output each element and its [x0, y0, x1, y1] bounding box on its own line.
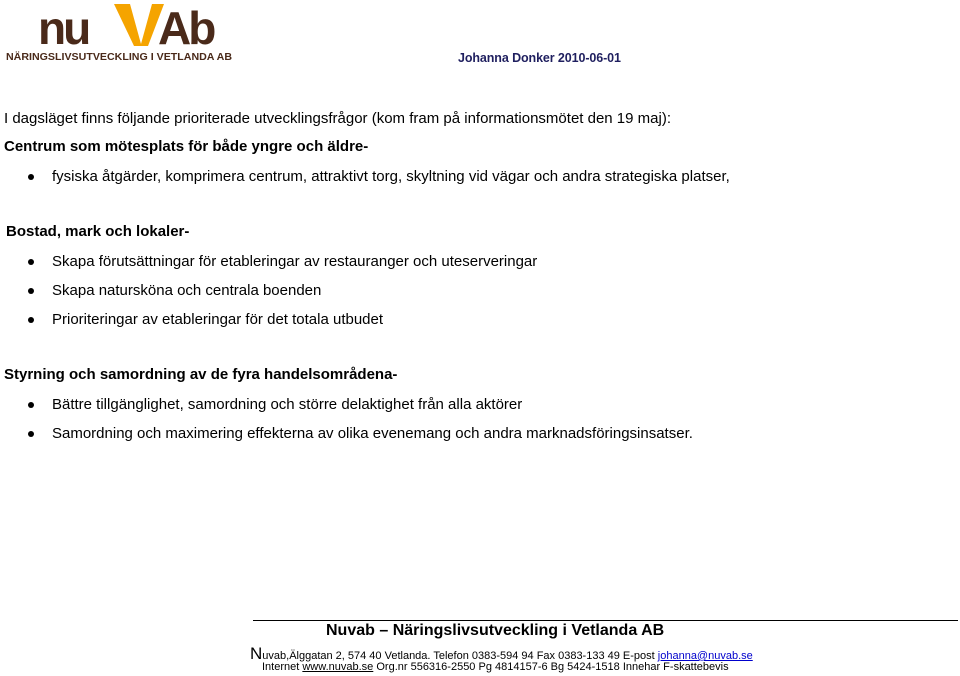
- list-item-text: Samordning och maximering effekterna av olika evenemang och andra marknadsföringsinsatser.: [52, 425, 693, 442]
- nuvab-logo-graphic: [6, 0, 234, 64]
- list-item: [26, 311, 537, 340]
- bullet-icon: [28, 431, 34, 437]
- list-item: [26, 282, 537, 311]
- footer-address-initial: N: [250, 644, 263, 663]
- list-item: [26, 425, 693, 454]
- bullet-icon: [28, 402, 34, 408]
- footer-title: Nuvab – Näringslivsutveckling i Vetlanda AB: [326, 622, 665, 639]
- list-item-text: Skapa förutsättningar för etableringar av restauranger och uteserveringar: [52, 253, 538, 270]
- footer-internet-label: Internet: [262, 661, 303, 673]
- logo-wordmark-left: nu: [38, 2, 89, 54]
- footer-divider: [253, 620, 958, 621]
- section-title-bostad: Bostad, mark och lokaler-: [6, 223, 190, 240]
- company-logo: [6, 0, 234, 64]
- bullet-icon: [28, 174, 34, 180]
- bullet-icon: [28, 288, 34, 294]
- footer-registration: [262, 661, 729, 673]
- logo-wordmark-right: Ab: [158, 2, 214, 54]
- email-link[interactable]: johanna@nuvab.se: [657, 650, 753, 662]
- list-item-text: Bättre tillgänglighet, samordning och större delaktighet från alla aktörer: [52, 396, 523, 413]
- logo-v-mark: [114, 4, 164, 46]
- bullet-list-bostad: [26, 253, 537, 340]
- bullet-list-styrning: [26, 396, 693, 454]
- website-link[interactable]: www.nuvab.se: [302, 661, 374, 673]
- footer-registration-text: Org.nr 556316-2550 Pg 4814157-6 Bg 5424-1518 Innehar F-skattebevis: [373, 661, 729, 673]
- list-item: [26, 168, 730, 197]
- list-item-text: Skapa natursköna och centrala boenden: [52, 282, 322, 299]
- section-title-centrum: Centrum som mötesplats för både yngre och äldre-: [4, 138, 369, 155]
- bullet-list-centrum: [26, 168, 730, 197]
- list-item: [26, 253, 537, 282]
- list-item: [26, 396, 693, 425]
- list-item-text: Prioriteringar av etableringar för det totala utbudet: [52, 311, 384, 328]
- author-date: Johanna Donker 2010-06-01: [458, 51, 621, 65]
- list-item-text: fysiska åtgärder, komprimera centrum, attraktivt torg, skyltning vid vägar och andra strategiska platser,: [52, 168, 730, 185]
- section-title-styrning: Styrning och samordning av de fyra handelsområdena-: [4, 366, 398, 383]
- footer-address-text: uvab,Älggatan 2, 574 40 Vetlanda. Telefon 0383-594 94 Fax 0383-133 49 E-post: [262, 650, 658, 662]
- logo-subtitle: NÄRINGSLIVSUTVECKLING I VETLANDA AB: [6, 51, 230, 63]
- intro-text: I dagsläget finns följande prioriterade utvecklingsfrågor (kom fram på informationsmötet den 19 maj):: [4, 110, 671, 127]
- bullet-icon: [28, 317, 34, 323]
- bullet-icon: [28, 259, 34, 265]
